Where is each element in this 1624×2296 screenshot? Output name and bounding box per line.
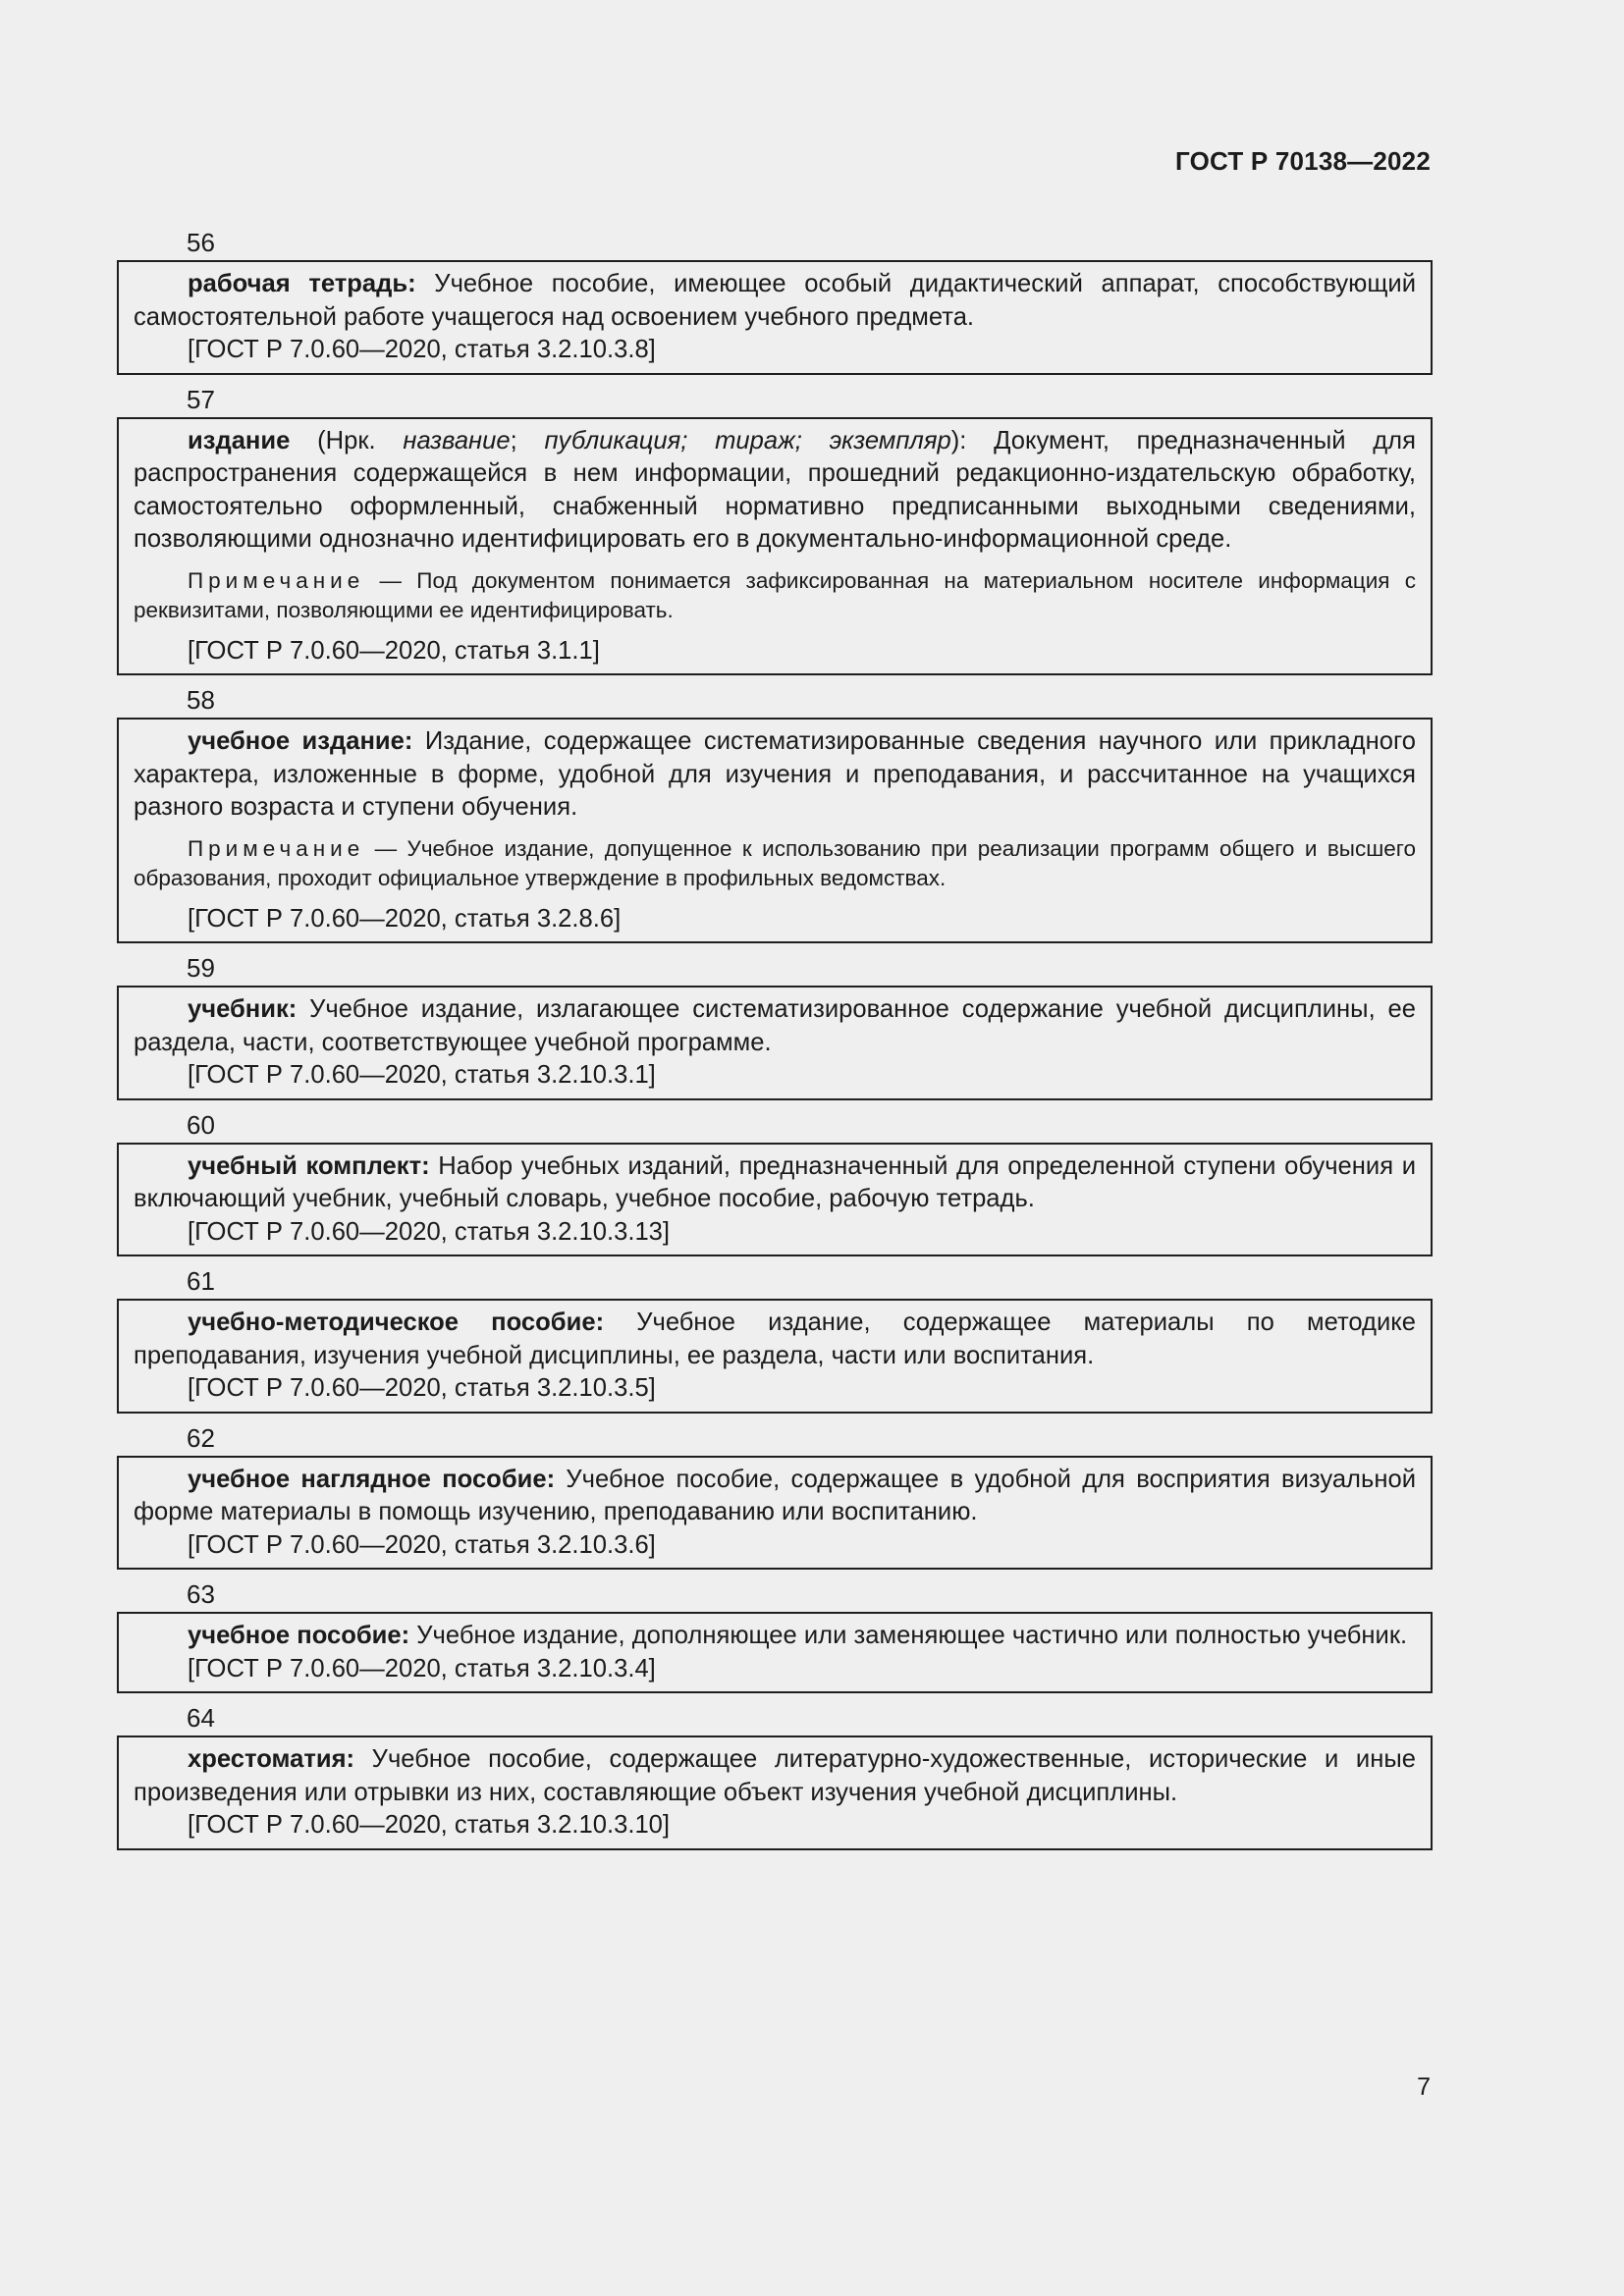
term: учебник: xyxy=(188,995,298,1023)
term-entry xyxy=(117,1577,1433,1693)
definition-prefix: (Нрк. xyxy=(290,426,404,454)
term: учебно-методическое пособие: xyxy=(188,1308,605,1336)
note-text: — Под документом понимается зафиксированная на материальном носителе информация с реквизитами, позволяющими ее идентифицировать. xyxy=(134,567,1416,622)
definition xyxy=(134,268,1416,334)
entry-number: 57 xyxy=(187,384,215,414)
entry-number: 61 xyxy=(187,1266,215,1296)
terms-list xyxy=(117,226,1433,1858)
definition-text: Учебное пособие, содержащее в удобной для восприятия визуальной форме материалы в помощь изучению, преподаванию или воспитанию. xyxy=(134,1465,1416,1525)
entry-number: 64 xyxy=(187,1703,215,1733)
term: хрестоматия: xyxy=(188,1745,355,1773)
term-entry xyxy=(117,1108,1433,1257)
entry-number: 62 xyxy=(187,1422,215,1453)
source-reference: [ГОСТ Р 7.0.60—2020, статья 3.2.10.3.5] xyxy=(188,1374,656,1402)
source-reference: [ГОСТ Р 7.0.60—2020, статья 3.2.10.3.8] xyxy=(188,336,656,363)
term-entry xyxy=(117,1264,1433,1414)
term: учебное издание: xyxy=(188,727,413,755)
term-entry xyxy=(117,1701,1433,1850)
term-entry xyxy=(117,683,1433,943)
entry-number: 58 xyxy=(187,685,215,715)
term: рабочая тетрадь: xyxy=(188,270,416,297)
entry-box xyxy=(117,718,1433,943)
entry-box xyxy=(117,1612,1433,1693)
term-entry xyxy=(117,951,1433,1100)
entry-box xyxy=(117,1299,1433,1414)
deprecated-term: название xyxy=(403,426,511,454)
definition xyxy=(134,725,1416,825)
source-reference: [ГОСТ Р 7.0.60—2020, статья 3.1.1] xyxy=(188,636,600,665)
document-designation: ГОСТ Р 70138—2022 xyxy=(1175,146,1431,176)
term-entry xyxy=(117,226,1433,375)
definition-text: Учебное издание, излагающее систематизированное содержание учебной дисциплины, ее раздела, части, соответствующее учебной программе. xyxy=(134,995,1416,1056)
definition xyxy=(134,1620,1416,1653)
note-label: Примечание xyxy=(188,567,365,593)
entry-box xyxy=(117,260,1433,375)
term: учебный комплект: xyxy=(188,1151,430,1180)
term-entry xyxy=(117,1421,1433,1571)
entry-number: 59 xyxy=(187,953,215,983)
note xyxy=(134,566,1416,625)
definition-text: Учебное пособие, имеющее особый дидактический аппарат, способствующий самостоятельной работе учащегося над освоением учебного предмета. xyxy=(134,270,1416,331)
source-reference: [ГОСТ Р 7.0.60—2020, статья 3.2.10.3.10] xyxy=(188,1811,671,1839)
source-reference: [ГОСТ Р 7.0.60—2020, статья 3.2.10.3.1] xyxy=(188,1061,656,1089)
term: учебное пособие: xyxy=(188,1622,410,1649)
definition-text: Учебное издание, содержащее материалы по методике преподавания, изучения учебной дисциплины, ее раздела, части или воспитания. xyxy=(134,1308,1417,1369)
entry-box xyxy=(117,986,1433,1100)
entry-box xyxy=(117,1735,1433,1850)
source-reference: [ГОСТ Р 7.0.60—2020, статья 3.2.10.3.6] xyxy=(188,1530,656,1559)
definition xyxy=(134,1464,1416,1529)
definition-text: Издание, содержащее систематизированные сведения научного или прикладного характера, изложенные в форме, удобной для изучения и преподавания, и рассчитанное на учащихся разного возраста и ступени обучения. xyxy=(134,727,1416,821)
entry-box xyxy=(117,1143,1433,1257)
definition xyxy=(134,425,1416,557)
entry-number: 63 xyxy=(187,1579,215,1609)
entry-number: 56 xyxy=(187,228,215,257)
note xyxy=(134,834,1416,893)
source-reference: [ГОСТ Р 7.0.60—2020, статья 3.2.10.3.4] xyxy=(188,1654,656,1682)
source-reference: [ГОСТ Р 7.0.60—2020, статья 3.2.8.6] xyxy=(188,904,622,933)
source-reference: [ГОСТ Р 7.0.60—2020, статья 3.2.10.3.13] xyxy=(188,1217,671,1246)
definition xyxy=(134,1150,1416,1216)
entry-number: 60 xyxy=(187,1109,215,1140)
deprecated-terms: публикация; тираж; экземпляр xyxy=(544,426,951,454)
definition-text: Набор учебных изданий, предназначенный для определенной ступени обучения и включающий учебник, учебный словарь, учебное пособие, рабочую тетрадь. xyxy=(134,1151,1416,1212)
term: учебное наглядное пособие: xyxy=(188,1465,556,1493)
note-label: Примечание xyxy=(188,835,365,861)
term: издание xyxy=(188,426,291,454)
definition xyxy=(134,1743,1416,1809)
page-number: 7 xyxy=(1417,2073,1431,2101)
definition-text: Учебное издание, дополняющее или заменяющее частично или полностью учебник. xyxy=(409,1622,1408,1649)
definition-text: ): Документ, предназначенный для распространения содержащейся в нем информации, прошедний редакционно-издательскую обработку, самостоятельно оформленный, снабженный нормативно предписанными выходными сведениями, позволяющими однозначно идентифицировать его в документально-информационной среде. xyxy=(134,426,1416,553)
note-text: — Учебное издание, допущенное к использованию при реализации программ общего и высшего образования, проходит официальное утверждение в профильных ведомствах. xyxy=(134,835,1416,890)
definition xyxy=(134,1307,1416,1372)
definition xyxy=(134,993,1416,1059)
term-entry xyxy=(117,383,1433,676)
entry-box xyxy=(117,1456,1433,1571)
separator: ; xyxy=(510,426,545,454)
definition-text: Учебное пособие, содержащее литературно-художественные, исторические и иные произведения или отрывки из них, составляющие объект изучения учебной дисциплины. xyxy=(134,1745,1416,1806)
entry-box xyxy=(117,417,1433,676)
